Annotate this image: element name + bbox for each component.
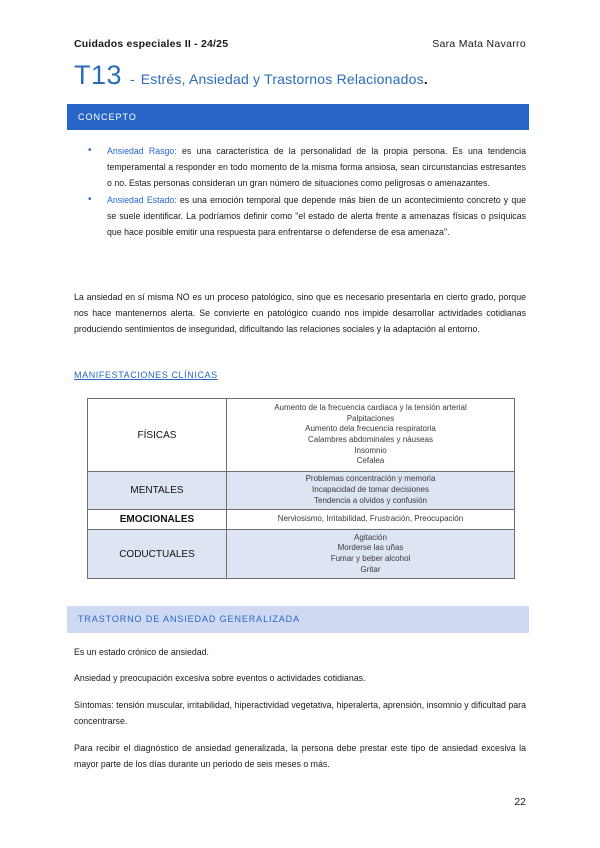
table-item: Fumar y beber alcohol (330, 554, 411, 563)
subheading-manifestaciones: MANIFESTACIONES CLÍNICAS (74, 370, 218, 380)
page-number: 22 (514, 796, 526, 808)
table-category: MENTALES (88, 472, 227, 510)
table-item: Palpitaciones (346, 413, 395, 423)
table-category: CODUCTUALES (88, 530, 227, 579)
table-item: Aumento dela frecuencia respiratoria (305, 424, 436, 434)
table-item: Tendencia a olvidos y confusión (314, 495, 427, 505)
page-title (74, 60, 428, 91)
bullet-icon: • (88, 194, 92, 205)
bullet-text: es una emoción temporal que depende más bien de un acontecimiento concreto y que se suele identificar. La podríamos definir como "el estado de alerta frente a amenazas físicas o psíquicas que hace posible emitir una respuesta para enfrentarse o defenderse de esa amenaza". (107, 195, 526, 237)
concept-paragraph: La ansiedad en sí misma NO es un proceso patológico, sino que es necesario presentarla en cierto grado, porque nos hace mantenernos alerta. Se convierte en patológico cuando nos impide desarrollar actividades cotidianas produciendo sentimientos de inseguridad, dificultando las relaciones sociales y la adaptación al entorno. (74, 292, 526, 334)
manifestations-table (87, 398, 515, 579)
concept-bullet-list (88, 143, 526, 241)
table-row (88, 399, 515, 472)
title-period: . (423, 71, 428, 87)
tag-paragraph: Es un estado crónico de ansiedad. (74, 647, 209, 657)
table-item: Gritar (360, 564, 381, 574)
table-item: Agitación (354, 532, 387, 542)
header-author: Sara Mata Navarro (432, 38, 526, 50)
table-row (88, 510, 515, 530)
table-category: EMOCIONALES (88, 510, 227, 530)
header-course: Cuidados especiales II - 24/25 (74, 38, 229, 50)
table-item: Problemas concentración y memoria (305, 474, 436, 484)
table-item: Cefalea (356, 456, 385, 466)
table-item: Calambres abdominales y náuseas (308, 435, 433, 444)
title-text: Estrés, Ansiedad y Trastornos Relacionados (140, 71, 424, 87)
table-item: Morderse las uñas (337, 543, 404, 553)
table-row (88, 472, 515, 510)
table-item: Incapacidad de tomar decisiones (312, 485, 429, 495)
tag-paragraph: Para recibir el diagnóstico de ansiedad generalizada, la persona debe prestar este tipo de ansiedad excesiva la mayor parte de los días durante un periodo de seis meses o más. (74, 743, 526, 769)
tag-paragraph: Ansiedad y preocupación excesiva sobre eventos o actividades cotidianas. (74, 673, 366, 683)
table-item: Aumento de la frecuencia cardiaca y la tensión arterial (274, 402, 467, 412)
table-category: FÍSICAS (88, 399, 227, 472)
table-items (227, 472, 515, 510)
bullet-item (88, 143, 526, 191)
bullet-item (88, 192, 526, 240)
table-items (227, 530, 515, 579)
bullet-icon: • (88, 145, 92, 156)
table-items (227, 399, 515, 472)
tag-paragraph: Síntomas: tensión muscular, irritabilidad, hiperactividad vegetativa, hiperalerta, aprensión, insomnio y dificultad para concentrarse. (74, 700, 526, 726)
table-item: Nerviosismo, Irritabilidad, Frustración, Preocupación (277, 514, 464, 524)
table-row (88, 530, 515, 579)
bullet-term: Ansiedad Rasgo: (107, 146, 177, 156)
table-item: Insomnio (354, 445, 387, 455)
bullet-term: Ansiedad Estado: (107, 195, 177, 205)
title-separator: - (130, 71, 135, 87)
bullet-text: es una característica de la personalidad de la propia persona. Es una tendencia temperamental a responder en todo momento de la misma forma ansiosa, sean circunstancias estresantes o no. Estas personas consideran un gran número de situaciones como peligrosas o amenazantes. (107, 146, 527, 188)
section-heading-concepto: CONCEPTO (67, 104, 529, 130)
table-items (227, 510, 515, 530)
section-heading-tag: TRASTORNO DE ANSIEDAD GENERALIZADA (67, 606, 529, 633)
title-number: T13 (74, 60, 123, 90)
